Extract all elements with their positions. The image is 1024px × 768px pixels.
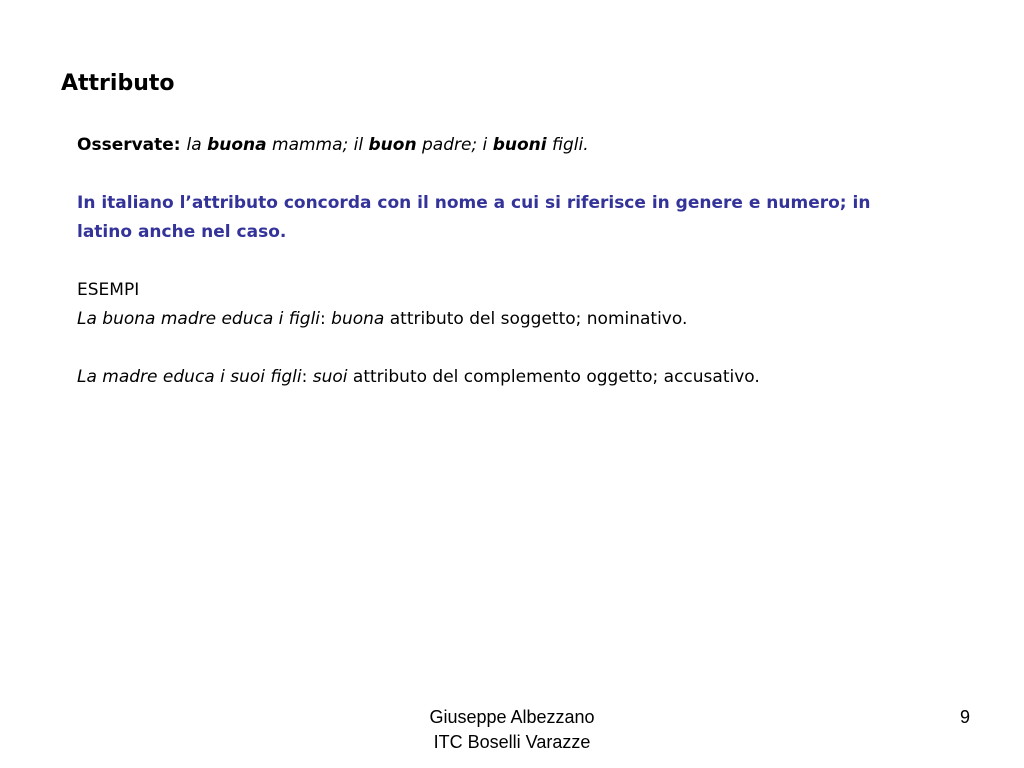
example-2 [77, 363, 957, 392]
examples-heading: ESEMPI [77, 280, 140, 300]
text-run: Osservate: [77, 135, 187, 155]
observe-line [77, 131, 957, 160]
text-run: La madre educa i suoi figli [77, 367, 302, 387]
text-run: mamma; il [266, 135, 369, 155]
spacer [77, 247, 957, 276]
page-number: 9 [959, 707, 970, 727]
spacer [77, 334, 957, 363]
text-run: : [301, 367, 313, 387]
spacer [77, 160, 957, 189]
text-run: figli. [546, 135, 589, 155]
text-run: La buona madre educa i figli [77, 309, 321, 329]
footer-school: ITC Boselli Varazze [433, 732, 591, 752]
text-run: padre; i [416, 135, 493, 155]
text-run: : [320, 309, 332, 329]
slide-body [77, 131, 957, 392]
slide-title: Attributo [61, 71, 175, 96]
text-run: buona [331, 309, 385, 329]
text-run: buoni [492, 135, 547, 155]
example-1 [77, 305, 957, 334]
rule-paragraph: In italiano l’attributo concorda con il nome a cui si riferisce in genere e numero; in latino anche nel caso. [77, 193, 871, 242]
text-run: suoi [312, 367, 348, 387]
footer-author-name: Giuseppe Albezzano [429, 707, 595, 727]
text-run: attributo del complemento oggetto; accusativo. [347, 367, 760, 387]
text-run: buon [368, 135, 417, 155]
footer-author [362, 705, 662, 755]
text-run: buona [207, 135, 267, 155]
text-run: la [186, 135, 208, 155]
text-run: attributo del soggetto; nominativo. [384, 309, 688, 329]
